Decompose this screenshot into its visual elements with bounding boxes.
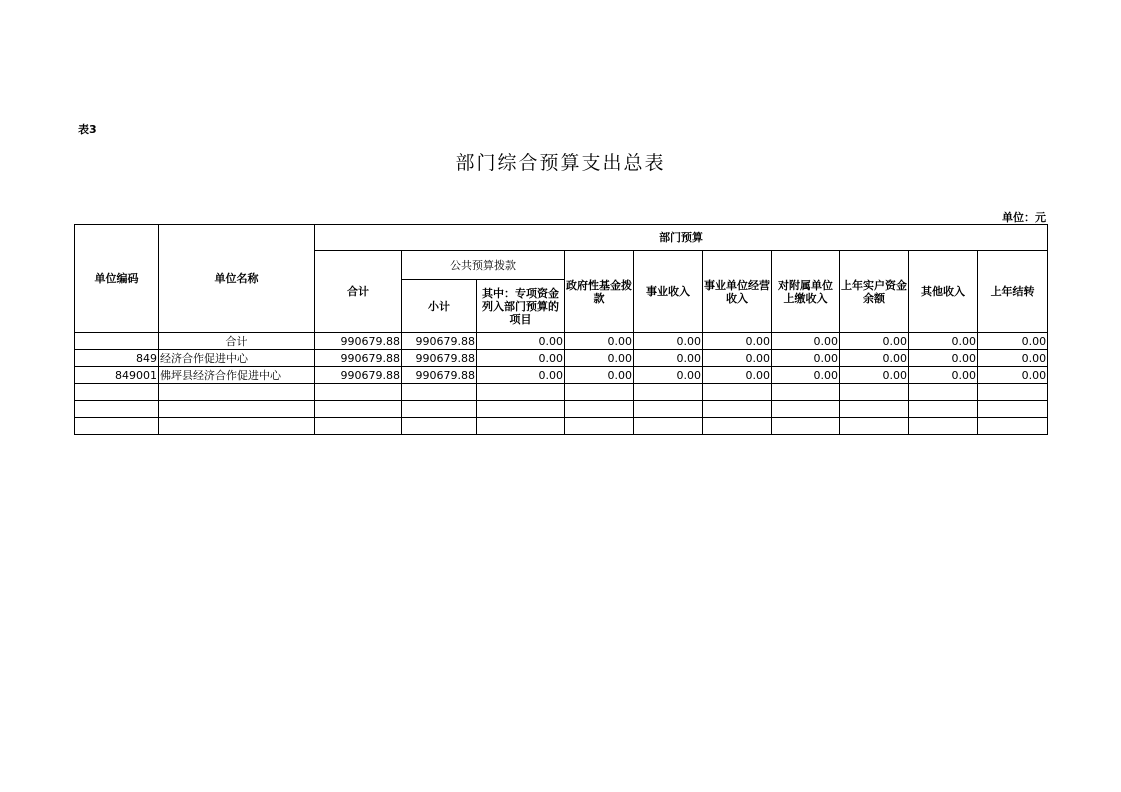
special-funds-cell: 0.00 [477, 367, 565, 384]
total-cell: 990679.88 [315, 367, 402, 384]
unit-code-cell: 849 [75, 350, 159, 367]
subordinate-cell: 0.00 [772, 333, 840, 350]
header-prior-year-carryover: 上年结转 [978, 251, 1048, 333]
other-income-cell: 0.00 [909, 350, 978, 367]
prior-balance-cell: 0.00 [840, 350, 909, 367]
subtotal-cell: 990679.88 [402, 350, 477, 367]
total-cell: 990679.88 [315, 350, 402, 367]
gov-fund-cell: 0.00 [565, 333, 634, 350]
business-income-cell: 0.00 [634, 333, 703, 350]
carryover-cell: 0.00 [978, 367, 1048, 384]
empty-table-row [75, 418, 1048, 435]
unit-name-cell: 佛坪县经济合作促进中心 [159, 367, 315, 384]
header-public-budget: 公共预算拨款 [402, 251, 565, 280]
subtotal-cell: 990679.88 [402, 333, 477, 350]
header-prior-year-balance: 上年实户资金余额 [840, 251, 909, 333]
business-operation-cell: 0.00 [703, 367, 772, 384]
gov-fund-cell: 0.00 [565, 367, 634, 384]
unit-code-cell [75, 333, 159, 350]
header-other-income: 其他收入 [909, 251, 978, 333]
business-operation-cell: 0.00 [703, 350, 772, 367]
prior-balance-cell: 0.00 [840, 367, 909, 384]
carryover-cell: 0.00 [978, 333, 1048, 350]
header-dept-budget: 部门预算 [315, 225, 1048, 251]
prior-balance-cell: 0.00 [840, 333, 909, 350]
business-operation-cell: 0.00 [703, 333, 772, 350]
subordinate-cell: 0.00 [772, 350, 840, 367]
unit-name-cell: 经济合作促进中心 [159, 350, 315, 367]
subtotal-cell: 990679.88 [402, 367, 477, 384]
empty-table-row [75, 401, 1048, 418]
header-business-income: 事业收入 [634, 251, 703, 333]
unit-code-cell: 849001 [75, 367, 159, 384]
table-number-label: 表3 [78, 123, 97, 136]
unit-label: 单位：元 [1002, 211, 1046, 224]
table-row [75, 350, 1048, 367]
subordinate-cell: 0.00 [772, 367, 840, 384]
header-business-unit-operation: 事业单位经营收入 [703, 251, 772, 333]
other-income-cell: 0.00 [909, 367, 978, 384]
special-funds-cell: 0.00 [477, 350, 565, 367]
gov-fund-cell: 0.00 [565, 350, 634, 367]
business-income-cell: 0.00 [634, 367, 703, 384]
header-unit-name: 单位名称 [159, 225, 315, 333]
business-income-cell: 0.00 [634, 350, 703, 367]
total-cell: 990679.88 [315, 333, 402, 350]
unit-name-cell: 合计 [159, 333, 315, 350]
header-gov-fund: 政府性基金拨款 [565, 251, 634, 333]
table-row [75, 333, 1048, 350]
other-income-cell: 0.00 [909, 333, 978, 350]
header-special-funds: 其中：专项资金列入部门预算的项目 [477, 280, 565, 333]
empty-table-row [75, 384, 1048, 401]
header-total: 合计 [315, 251, 402, 333]
header-subordinate-turnover: 对附属单位上缴收入 [772, 251, 840, 333]
special-funds-cell: 0.00 [477, 333, 565, 350]
table-row [75, 367, 1048, 384]
header-subtotal: 小计 [402, 280, 477, 333]
page-title: 部门综合预算支出总表 [455, 152, 666, 174]
carryover-cell: 0.00 [978, 350, 1048, 367]
header-unit-code: 单位编码 [75, 225, 159, 333]
budget-expenditure-table [74, 224, 1048, 435]
